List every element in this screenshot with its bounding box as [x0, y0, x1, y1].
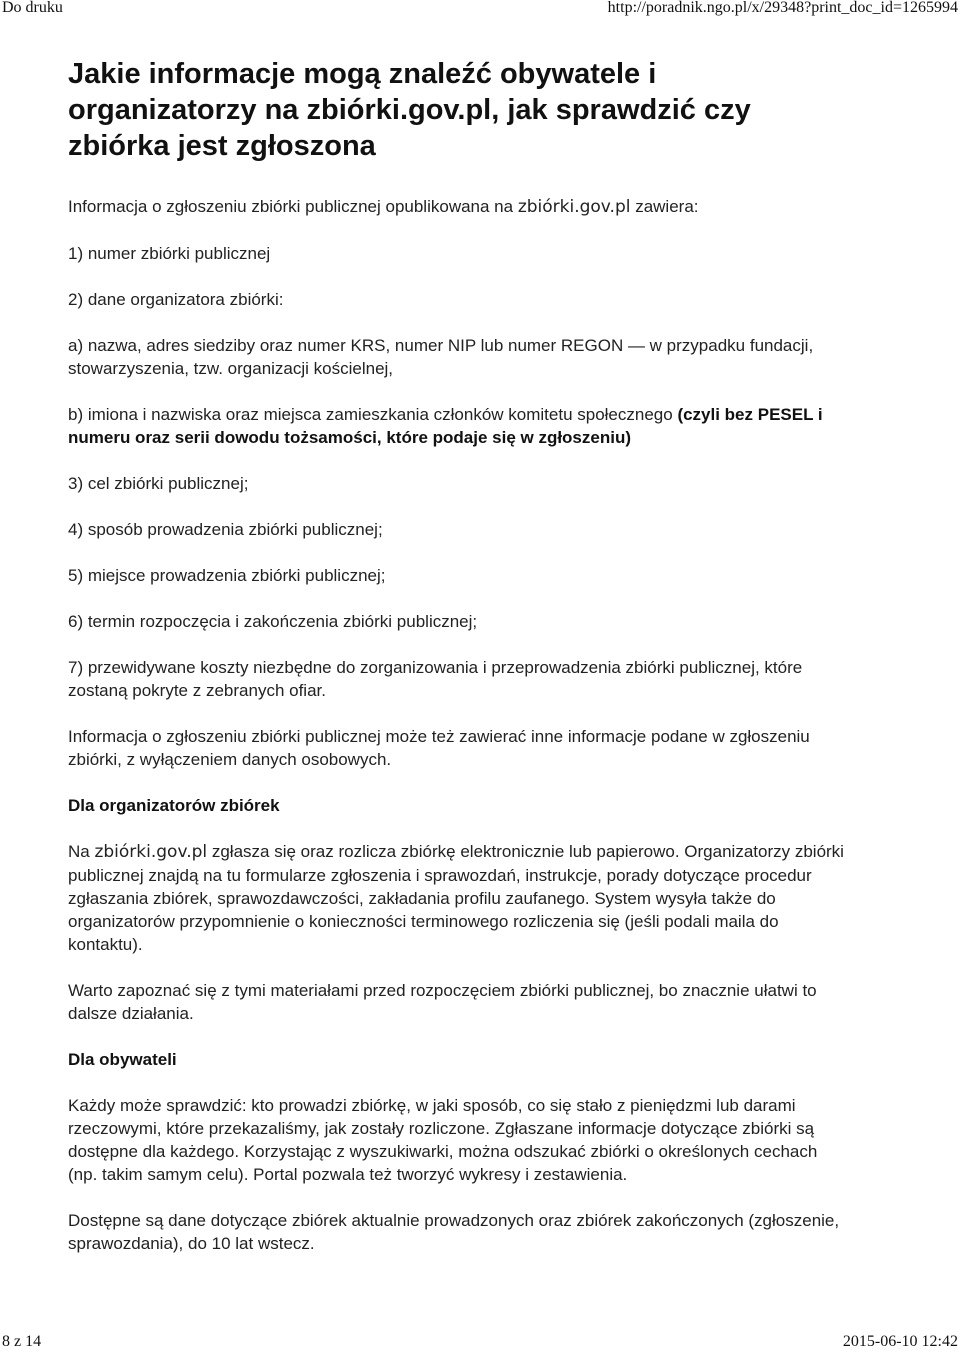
heading-organizers: Dla organizatorów zbiórek: [68, 796, 280, 815]
list-item-2b: [68, 403, 848, 449]
print-timestamp: 2015-06-10 12:42: [842, 1333, 958, 1350]
print-header-url: http://poradnik.ngo.pl/x/29348?print_doc_id=1265994: [607, 0, 958, 16]
article: [68, 56, 848, 1278]
organizers-text: zgłasza się oraz rozlicza zbiórkę elektronicznie lub papierowo. Organizatorzy zbiórki publicznej znajdą na tu formularze zgłoszenia i sprawozdań, instrukcje, porady dotyczące procedur zgłaszania zbiórek, sprawozdawczości, zakładania profilu zaufanego. System wysyła także do organizatorów przypomnienie o konieczności terminowego rozliczenia się (jeśli podali maila do kontaktu).: [68, 842, 844, 954]
list-item-2b-note: (czyli bez PESEL i numeru oraz serii dowodu tożsamości, które podaje się w zgłoszeniu): [68, 405, 823, 447]
list-item-2b-text: b) imiona i nazwiska oraz miejsca zamieszkania członków komitetu społecznego: [68, 405, 678, 424]
intro-text: Informacja o zgłoszeniu zbiórki publicznej opublikowana na: [68, 197, 518, 216]
print-footer: [0, 1334, 960, 1350]
page-counter: 8 z 14: [2, 1333, 42, 1350]
list-item-4: 4) sposób prowadzenia zbiórki publicznej;: [68, 520, 383, 539]
zbiorki-link: zbiórki.gov.pl: [517, 197, 631, 217]
print-header-label: Do druku: [2, 0, 63, 16]
citizens-paragraph-2: Dostępne są dane dotyczące zbiórek aktualnie prowadzonych oraz zbiórek zakończonych (zgłoszenie, sprawozdania), do 10 lat wstecz.: [68, 1211, 840, 1253]
heading-citizens: Dla obywateli: [68, 1050, 177, 1069]
list-item-3: 3) cel zbiórki publicznej;: [68, 474, 249, 493]
zbiorki-link-2: zbiórki.gov.pl: [94, 842, 208, 862]
list-item-1: 1) numer zbiórki publicznej: [68, 244, 271, 263]
organizers-text-start: Na: [68, 842, 95, 861]
article-title: Jakie informacje mogą znaleźć obywatele i organizatorzy na zbiórki.gov.pl, jak sprawdzić czy zbiórka jest zgłoszona: [68, 58, 751, 162]
intro-paragraph: [68, 195, 848, 219]
extra-info-paragraph: Informacja o zgłoszeniu zbiórki publicznej może też zawierać inne informacje podane w zgłoszeniu zbiórki, z wyłączeniem danych osobowych.: [68, 727, 810, 769]
organizers-paragraph: [68, 840, 848, 956]
print-header: [0, 0, 960, 16]
list-item-6: 6) termin rozpoczęcia i zakończenia zbiórki publicznej;: [68, 612, 478, 631]
list-item-5: 5) miejsce prowadzenia zbiórki publicznej;: [68, 566, 386, 585]
list-item-7: 7) przewidywane koszty niezbędne do zorganizowania i przeprowadzenia zbiórki publicznej, które zostaną pokryte z zebranych ofiar.: [68, 658, 803, 700]
intro-text-end: zawiera:: [630, 197, 699, 216]
list-item-2: 2) dane organizatora zbiórki:: [68, 290, 284, 309]
organizers-note: Warto zapoznać się z tymi materiałami przed rozpoczęciem zbiórki publicznej, bo znacznie ułatwi to dalsze działania.: [68, 981, 817, 1023]
citizens-paragraph-1: Każdy może sprawdzić: kto prowadzi zbiórkę, w jaki sposób, co się stało z pieniędzmi lub darami rzeczowymi, które przekazaliśmy, jak zostały rozliczone. Zgłaszane informacje dotyczące zbiórki są dostępne dla każdego. Korzystając z wyszukiwarki, można odszukać zbiórki o określonych cechach (np. takim samym celu). Portal pozwala też tworzyć wykresy i zestawienia.: [68, 1096, 818, 1184]
list-item-2a: a) nazwa, adres siedziby oraz numer KRS, numer NIP lub numer REGON — w przypadku fundacji, stowarzyszenia, tzw. organizacji kościelnej,: [68, 336, 814, 378]
